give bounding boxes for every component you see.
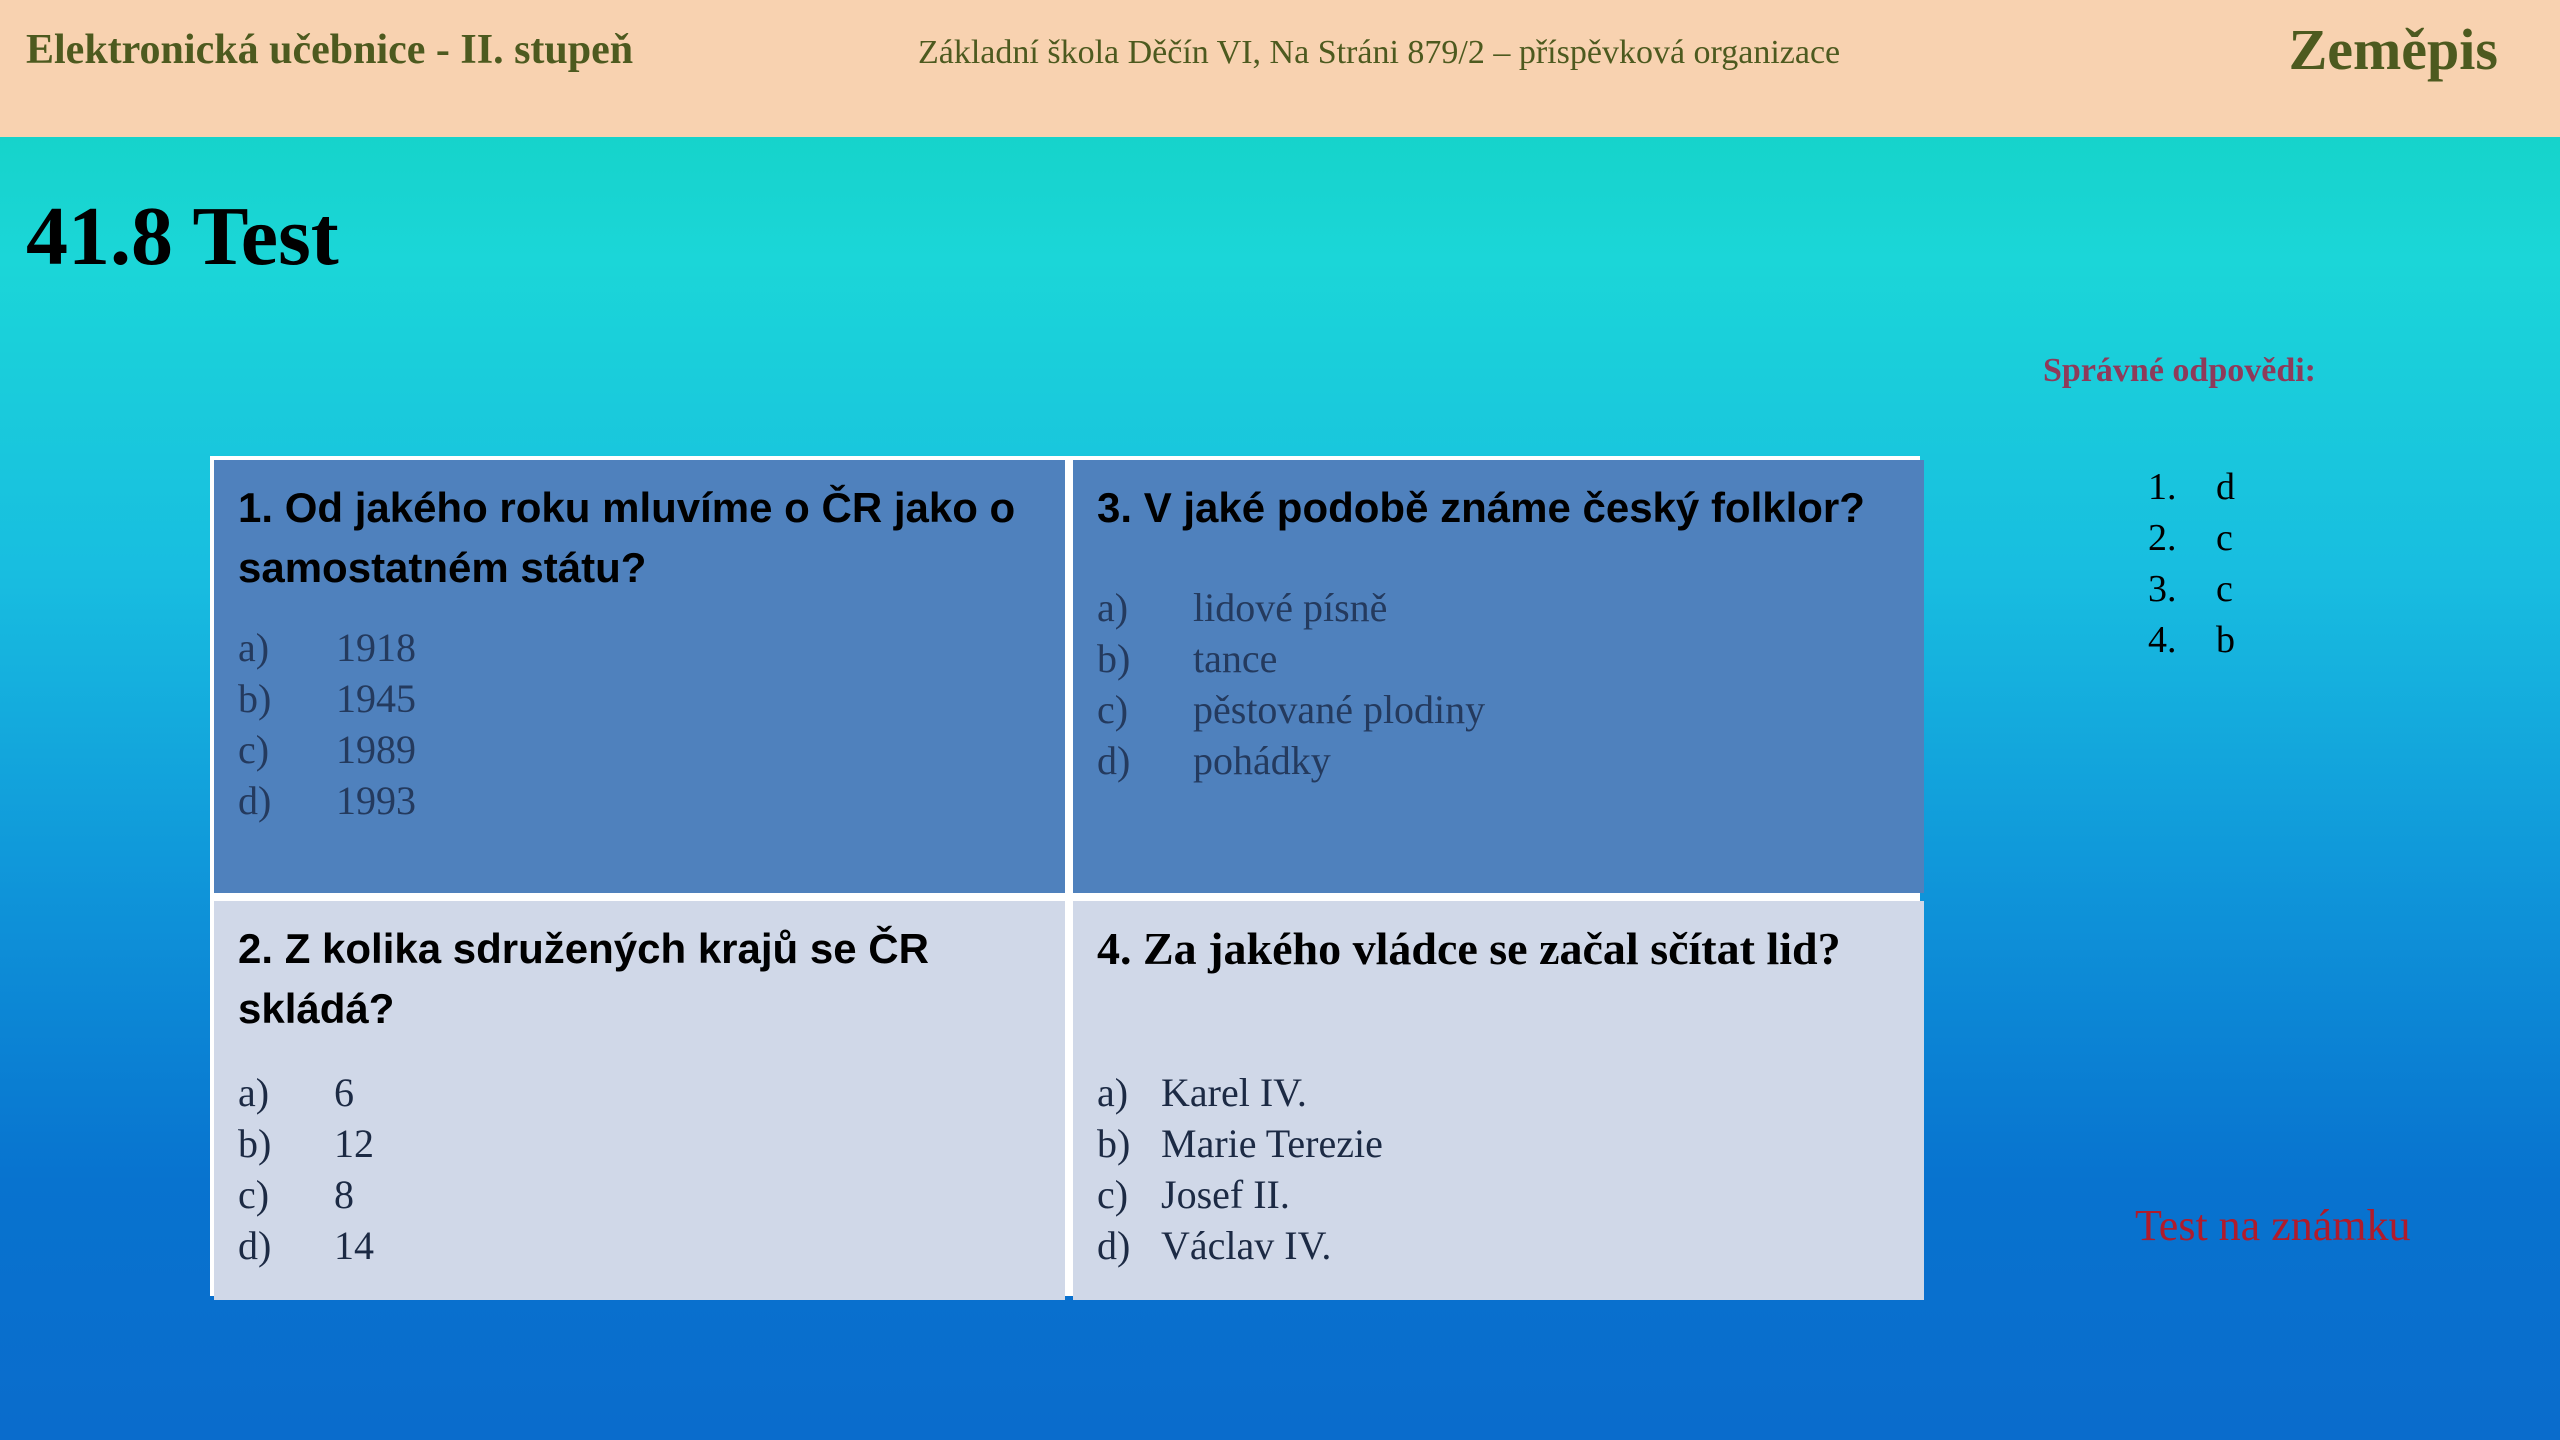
question-table: [210, 456, 1920, 1296]
answer-item: [2148, 615, 2235, 666]
question-cell-4: [1073, 901, 1924, 1300]
option-letter: d): [238, 778, 272, 823]
option-item: [238, 1067, 374, 1118]
option-item: [238, 1220, 374, 1271]
answer-value: b: [2216, 619, 2235, 661]
option-item: [238, 724, 416, 775]
option-letter: b): [238, 676, 272, 721]
option-letter: d): [1097, 1223, 1131, 1268]
answer-number: 2.: [2148, 517, 2177, 559]
question-cell-2: [214, 901, 1065, 1300]
option-item: [1097, 1220, 1383, 1271]
option-letter: a): [1097, 585, 1129, 630]
option-item: [1097, 1067, 1383, 1118]
option-text: 1993: [336, 778, 416, 823]
answer-value: c: [2216, 517, 2233, 559]
option-list: [1097, 1067, 1383, 1271]
option-item: [1097, 735, 1485, 786]
option-text: pěstované plodiny: [1193, 687, 1486, 732]
option-item: [1097, 633, 1485, 684]
option-text: 1918: [336, 625, 416, 670]
option-item: [238, 1118, 374, 1169]
option-text: Marie Terezie: [1161, 1121, 1383, 1166]
option-text: lidové písně: [1193, 585, 1388, 630]
option-letter: b): [1097, 636, 1131, 681]
option-letter: d): [1097, 738, 1131, 783]
option-letter: c): [1097, 687, 1129, 732]
question-text: 3. V jaké podobě známe český folklor?: [1097, 484, 1865, 531]
option-text: 6: [334, 1070, 354, 1115]
question-text: 1. Od jakého roku mluvíme o ČR jako o samostatném státu?: [238, 484, 1016, 591]
option-text: 1989: [336, 727, 416, 772]
answer-item: [2148, 513, 2235, 564]
answers-heading: Správné odpovědi:: [2043, 352, 2316, 389]
option-letter: a): [238, 625, 270, 670]
option-letter: a): [1097, 1070, 1129, 1115]
option-item: [238, 622, 416, 673]
answer-number: 4.: [2148, 619, 2177, 661]
textbook-title: Elektronická učebnice - II. stupeň: [26, 27, 634, 73]
answer-value: c: [2216, 568, 2233, 610]
option-text: 12: [334, 1121, 374, 1166]
option-letter: d): [238, 1223, 272, 1268]
subject-title: Zeměpis: [2288, 17, 2498, 82]
option-text: 1945: [336, 676, 416, 721]
option-item: [1097, 1169, 1383, 1220]
option-text: Karel IV.: [1161, 1070, 1307, 1115]
option-letter: c): [238, 1172, 270, 1217]
question-text: 2. Z kolika sdružených krajů se ČR skládá?: [238, 925, 929, 1032]
answer-value: d: [2216, 466, 2235, 508]
question-cell-1: [214, 460, 1065, 893]
header-bar: [0, 0, 2560, 137]
answer-item: [2148, 564, 2235, 615]
option-letter: b): [238, 1121, 272, 1166]
option-item: [238, 775, 416, 826]
answer-number: 1.: [2148, 466, 2177, 508]
school-name: Základní škola Děčín VI, Na Stráni 879/2 – příspěvková organizace: [918, 34, 1841, 71]
option-item: [238, 1169, 374, 1220]
answer-item: [2148, 462, 2235, 513]
option-item: [1097, 1118, 1383, 1169]
option-letter: c): [1097, 1172, 1129, 1217]
option-letter: b): [1097, 1121, 1131, 1166]
option-letter: a): [238, 1070, 270, 1115]
page-title: 41.8 Test: [26, 190, 339, 283]
option-text: Václav IV.: [1161, 1223, 1332, 1268]
question-text: 4. Za jakého vládce se začal sčítat lid?: [1097, 923, 1841, 974]
option-list: [238, 1067, 374, 1271]
option-text: 8: [334, 1172, 354, 1217]
option-list: [238, 622, 416, 826]
option-list: [1097, 582, 1485, 786]
option-item: [1097, 684, 1485, 735]
option-item: [1097, 582, 1485, 633]
question-cell-3: [1073, 460, 1924, 893]
answers-list: [2148, 462, 2235, 666]
option-letter: c): [238, 727, 270, 772]
option-text: tance: [1193, 636, 1278, 681]
option-text: Josef II.: [1161, 1172, 1290, 1217]
option-text: 14: [334, 1223, 374, 1268]
graded-test-link[interactable]: Test na známku: [2135, 1201, 2411, 1250]
option-item: [238, 673, 416, 724]
answer-number: 3.: [2148, 568, 2177, 610]
option-text: pohádky: [1193, 738, 1331, 783]
